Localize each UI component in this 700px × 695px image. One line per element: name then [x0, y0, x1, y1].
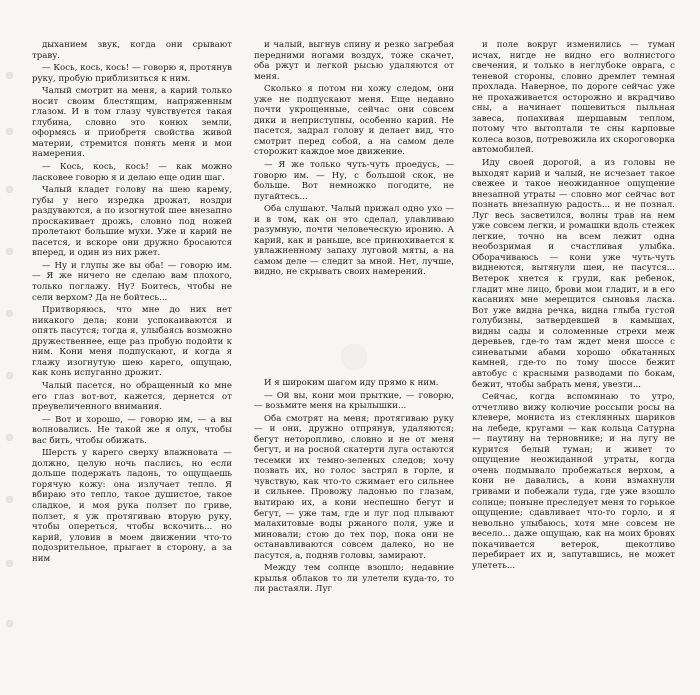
paragraph: дыханием звук, когда они срывают траву. [32, 40, 232, 61]
binding-hole [6, 496, 13, 503]
binding-hole [6, 434, 13, 441]
paragraph: и поле вокруг изменились — туман исчах, нигде не видно его волнистого свечения, и только в неглубоке оврага, с теневой стороны, словно дремлет темная прохлада. Наверное, по дороге сейчас уже не прохаживается осторожно и вкрадчиво сны, а начинает пошевиться пыльная завеса, попахивая шершавым теплом, потому что вытоптали те сны карповые колеса возов, потревожила их скороговорка автомобилей. [472, 40, 675, 156]
paragraph: — Я же только чуть-чуть проедусь, — говорю им. — Ну, с большой скок, не больше. Вот немножко погодите, не пугайтесь... [254, 160, 454, 202]
paragraph: Между тем солнце взошло; недавние крылья облаков то ли улетели куда-то, то ли растаяли. Луг [254, 563, 454, 595]
paragraph: Оба слушают. Чалый прижал одно ухо — и в том, как он это сделал, улавливаю разумную, почти человеческую иронию. А карий, как и раньше, все принюхивается к увлажненному запаху луговой мяты, а на самом деле — следит за мной. Нет, лучше, видно, не скрывать своих намерений. [254, 204, 454, 278]
binding-hole [6, 186, 13, 193]
binding-holes [6, 0, 16, 695]
binding-hole [6, 72, 13, 79]
paragraph: Сколько я потом ни хожу следом, они уже не подпускают меня. Еще недавно почти укрощенные, сейчас они совсем дики и неприступны, особенно карий. Не пасется, задрал голову и делает вид, что смотрит перед собой, а на самом деле сторожит каждое мое движение. [254, 84, 454, 158]
binding-hole [6, 620, 13, 627]
text-column-middle-bottom [254, 378, 454, 678]
paragraph: — Кось, кось, кось! — говорю я, протянув руку, пробую приблизиться к ним. [32, 63, 232, 84]
paragraph: Чалый кладет голову на шею карему, губы у него изредка дрожат, ноздри раздуваются, а по изогнутой шее внезапно проскакивает дрожь, словно под ножей пролетают большие мухи. Уже и карий не пасется, и вскоре они дружно бросаются вперед, и один из них ржет. [32, 185, 232, 259]
text-column-right [472, 40, 675, 680]
paragraph: И я широким шагом иду прямо к ним. [264, 378, 439, 388]
binding-hole [6, 128, 13, 135]
paragraph: — Кось, кось, кось! — как можно ласковее говорю я и делаю еще один шаг. [32, 162, 232, 183]
paragraph: Иду своей дорогой, а из головы не выходят карий и чалый, не исчезает такое свежее и такое неожиданное ощущение внезапной утраты — словно мог сейчас вот познать внезапную радость... и не познал. Луг весь засветился, волны трав на нем уже совсем легки, и ромашки вдоль стежек легкие, точно на всем лежит одна необозримая и счастливая улыбка. Оборачиваюсь — кони уже чуть-чуть виднеются, вытянули шеи, не пасутся... Ветерок хнется к груди, как ребенок, гладит мне лицо, брови мои гладит, и в его касаниях мне мерещится сыновья ласка. Вот уже видна речка, видна глыба густой голубизны, затвердевшей в камышах, видны сады и соломенные стрехи меж деревьев, где-то там ждет меня шоссе с синеватыми абами хорошо обкатанных камней, где-то по тому шоссе бежит автобус с красными разводами по бокам, бежит, чтобы забрать меня, увезти... [472, 158, 675, 390]
binding-hole [6, 560, 13, 567]
paragraph: — Ой вы, кони мои прыткие, — говорю, — возьмите меня на крылышки... [254, 390, 454, 412]
paragraph: и чалый, выгнув спину и резко загребая передними ногами воздух, тоже скачет, оба ржут и легкой рысью удаляются от меня. [254, 40, 454, 82]
paragraph: Чалый пасется, но обращенный ко мне его глаз вот-вот, кажется, дернется от преувеличенного внимания. [32, 380, 232, 413]
paragraph: Притворяюсь, что мне до них нет никакого дела; кони успокаиваются и опять пасутся; тогда я, улыбаясь возможно дружественнее, еще раз пробую подойти к ним. Кони меня подпускают, и когда я глажу изогнутую шею карего, ощущаю, как конь испуганно дрожит. [32, 305, 232, 379]
paragraph: — Вот и хорошо, — говорю им, — а вы волновались. Не такой же я олух, чтобы вас бить, чтобы обижать. [32, 414, 232, 446]
paragraph: — Ну и глупы же вы оба! — говорю им. — Я же ничего не сделаю вам плохого, только поглажу. Ну? Боитесь, чтобы не сели верхом? Да не бойтесь... [32, 260, 232, 303]
paragraph: Сейчас, когда вспоминаю то утро, отчетливо вижу колючие россыпи росы на клевере, мониста из стеклянных шариков на лебеде, кругами — как кольца Сатурна — паутину на терновнике; и на лугу не курится белый туман; и живет то ощущение неожиданной утраты, когда очень подмывало пробежаться верхом, а кони не давались, а кони взмахнули гривами и побежали туда, где уже взошло солнце; поныне преследует меня то горькое ощущение; сдавливает что-то горло, и я невольно улыбаюсь, хотя мне совсем не весело... даже ощущаю, как на моих бровях покачивается ветерок, щекотливо перебирает их и, запутавшись, не может улететь... [472, 392, 675, 571]
paragraph: Чалый смотрит на меня, а карий только носит своим блестящим, напряженным глазом. И в том глазу чувствуется такая глубина, словно это конюх земли, оформясь и приобретя свойства живой материи, стремится понять меня и мои намерения. [32, 86, 232, 160]
paragraph: Шерсть у карего сверху влажновата — должно, целую ночь паслись, но если дольше подержать ладонь, то ощущаешь горячую кожу: она излучает тепло. Я вбираю это тепло, такое душистое, такое сладкое, и моя рука ползет по гриве, ползет, я уж протягиваю вторую руку, чтобы опереться, чтобы вскочить... но карий, уловив в моем движении что-то подозрительное, прыгает в сторону, а за ним [32, 448, 232, 564]
paragraph: Оба смотрят на меня; протягиваю руку — и они, дружно отпрянув, удаляются; бегут неторопливо, словно и не от меня бегут, и на росной скатерти луга остаются тесемки их темно-зеленых следов; хочу позвать их, но голос застрял в горле, и чувствую, как что-то сжимает его сильнее и сильнее. Провожу ладонью по глазам, вытираю их, а кони неспешно бегут и бегут, — уже там, где и луг под плывают малахитовые воды ржаного поля, уже и миновали; стою до тех пор, пока они не останавливаются совсем далеко, но не пасутся, а, подняв головы, замирают. [254, 413, 454, 561]
binding-hole [6, 372, 13, 379]
binding-hole [6, 310, 13, 317]
text-column-left [32, 40, 232, 680]
text-column-middle-top [254, 40, 454, 350]
binding-hole [6, 248, 13, 255]
